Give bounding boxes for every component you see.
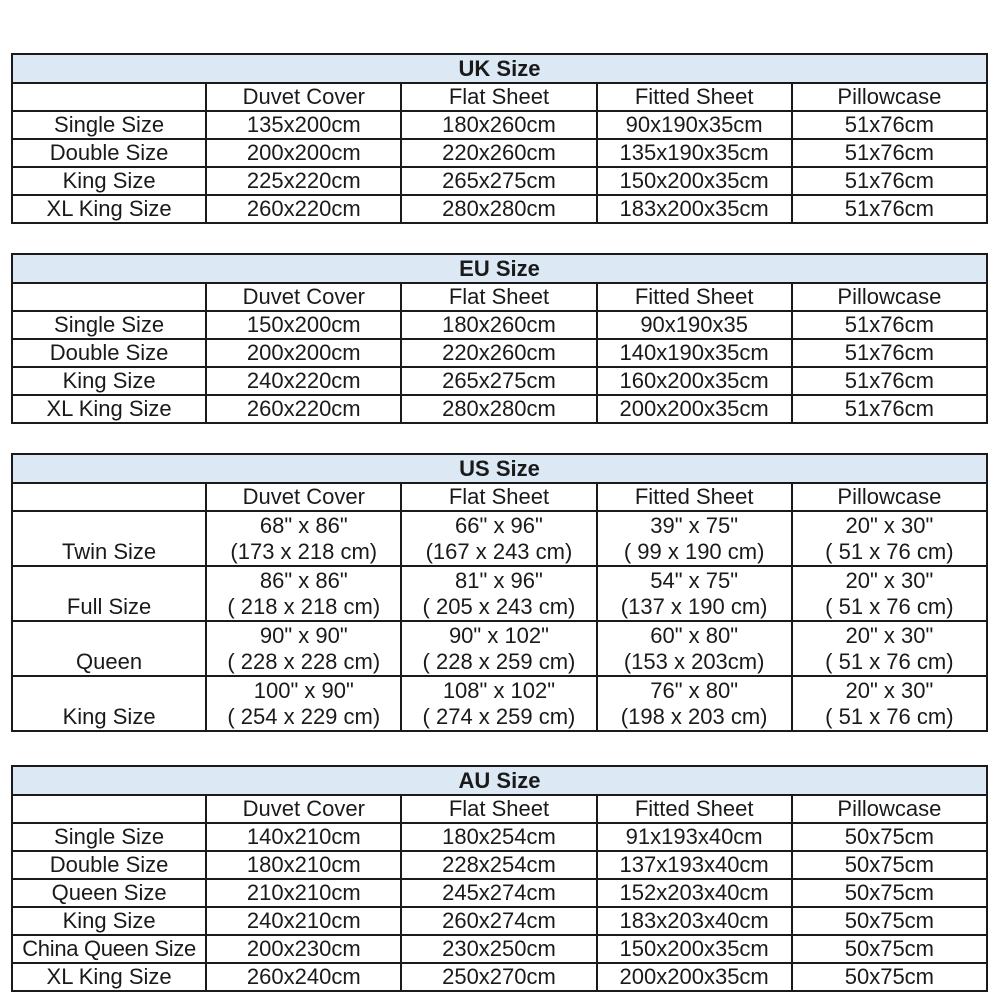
cell-pillowcase: 51x76cm [792, 139, 987, 167]
cm-value: ( 51 x 76 cm) [825, 538, 954, 564]
cell-pillowcase [792, 676, 987, 731]
cell-fitted-sheet: 137x193x40cm [597, 851, 792, 879]
cell-fitted-sheet [597, 621, 792, 676]
header-duvet-cover: Duvet Cover [206, 83, 401, 111]
header-flat-sheet: Flat Sheet [401, 83, 596, 111]
cm-value: ( 51 x 76 cm) [825, 593, 954, 619]
table-row [12, 621, 987, 676]
table-row [12, 676, 987, 731]
inch-value: 20" x 30" [845, 567, 934, 593]
header-fitted-sheet: Fitted Sheet [597, 283, 792, 311]
cell-flat-sheet: 260x274cm [401, 907, 596, 935]
header-flat-sheet: Flat Sheet [401, 483, 596, 511]
cm-value: (153 x 203cm) [623, 648, 765, 674]
cell-pillowcase: 51x76cm [792, 167, 987, 195]
inch-value: 81" x 96" [455, 567, 543, 593]
cell-fitted-sheet: 90x190x35 [597, 311, 792, 339]
uk-size-title: UK Size [12, 54, 987, 83]
us-size-title: US Size [12, 454, 987, 483]
row-label: Queen [12, 621, 206, 676]
inch-value: 39" x 75" [650, 512, 739, 538]
row-label: Double Size [12, 851, 206, 879]
row-label: King Size [12, 907, 206, 935]
cell-pillowcase: 51x76cm [792, 339, 987, 367]
table-row [12, 511, 987, 566]
cell-fitted-sheet: 91x193x40cm [597, 823, 792, 851]
cell-duvet-cover: 260x240cm [206, 963, 401, 991]
cm-value: ( 274 x 259 cm) [422, 703, 576, 729]
cell-fitted-sheet: 135x190x35cm [597, 139, 792, 167]
row-label: King Size [12, 676, 206, 731]
inch-value: 20" x 30" [845, 622, 934, 648]
cell-fitted-sheet [597, 566, 792, 621]
cell-fitted-sheet: 152x203x40cm [597, 879, 792, 907]
header-duvet-cover: Duvet Cover [206, 483, 401, 511]
cell-pillowcase: 50x75cm [792, 907, 987, 935]
cell-pillowcase: 50x75cm [792, 823, 987, 851]
table-row [12, 195, 987, 223]
au-header-row [12, 795, 987, 823]
row-label: Double Size [12, 339, 206, 367]
cell-flat-sheet: 220x260cm [401, 139, 596, 167]
header-fitted-sheet: Fitted Sheet [597, 483, 792, 511]
cell-fitted-sheet [597, 511, 792, 566]
header-fitted-sheet: Fitted Sheet [597, 83, 792, 111]
header-blank [12, 283, 206, 311]
table-row [12, 367, 987, 395]
cell-duvet-cover: 240x220cm [206, 367, 401, 395]
cell-pillowcase: 51x76cm [792, 111, 987, 139]
cm-value: (198 x 203 cm) [620, 703, 768, 729]
uk-header-row [12, 83, 987, 111]
cell-duvet-cover: 200x200cm [206, 139, 401, 167]
cell-duvet-cover [206, 566, 401, 621]
table-row [12, 311, 987, 339]
inch-value: 20" x 30" [845, 677, 934, 703]
cell-duvet-cover: 135x200cm [206, 111, 401, 139]
row-label: XL King Size [12, 195, 206, 223]
table-row [12, 907, 987, 935]
eu-header-row [12, 283, 987, 311]
cell-flat-sheet: 265x275cm [401, 367, 596, 395]
inch-value: 60" x 80" [650, 622, 739, 648]
cm-value: ( 254 x 229 cm) [227, 703, 381, 729]
table-row [12, 879, 987, 907]
cell-duvet-cover: 260x220cm [206, 195, 401, 223]
cell-flat-sheet: 245x274cm [401, 879, 596, 907]
cell-fitted-sheet: 150x200x35cm [597, 167, 792, 195]
cell-duvet-cover [206, 621, 401, 676]
eu-size-title: EU Size [12, 254, 987, 283]
cell-pillowcase: 50x75cm [792, 935, 987, 963]
cell-flat-sheet: 180x260cm [401, 311, 596, 339]
cm-value: ( 51 x 76 cm) [825, 648, 954, 674]
cell-duvet-cover: 240x210cm [206, 907, 401, 935]
cm-value: ( 51 x 76 cm) [825, 703, 954, 729]
table-row [12, 139, 987, 167]
cm-value: ( 218 x 218 cm) [227, 593, 381, 619]
cell-duvet-cover: 260x220cm [206, 395, 401, 423]
us-header-row [12, 483, 987, 511]
header-flat-sheet: Flat Sheet [401, 283, 596, 311]
cell-fitted-sheet: 160x200x35cm [597, 367, 792, 395]
cell-flat-sheet [401, 566, 596, 621]
inch-value: 108" x 102" [442, 677, 556, 703]
cell-flat-sheet [401, 621, 596, 676]
cell-fitted-sheet: 183x200x35cm [597, 195, 792, 223]
row-label: Single Size [12, 311, 206, 339]
header-blank [12, 795, 206, 823]
cell-duvet-cover: 150x200cm [206, 311, 401, 339]
cell-fitted-sheet: 140x190x35cm [597, 339, 792, 367]
cell-pillowcase: 50x75cm [792, 963, 987, 991]
cell-pillowcase: 50x75cm [792, 879, 987, 907]
row-label: XL King Size [12, 963, 206, 991]
cell-pillowcase: 51x76cm [792, 195, 987, 223]
header-duvet-cover: Duvet Cover [206, 283, 401, 311]
table-row [12, 111, 987, 139]
cell-fitted-sheet: 183x203x40cm [597, 907, 792, 935]
cell-pillowcase: 51x76cm [792, 395, 987, 423]
cell-pillowcase [792, 621, 987, 676]
cell-duvet-cover: 140x210cm [206, 823, 401, 851]
cell-duvet-cover: 200x230cm [206, 935, 401, 963]
header-blank [12, 483, 206, 511]
inch-value: 90" x 90" [259, 622, 348, 648]
header-pillowcase: Pillowcase [792, 795, 987, 823]
row-label: China Queen Size [12, 935, 206, 963]
inch-value: 86" x 86" [259, 567, 348, 593]
cm-value: ( 99 x 190 cm) [623, 538, 765, 564]
cell-pillowcase: 51x76cm [792, 367, 987, 395]
cell-fitted-sheet [597, 676, 792, 731]
cell-fitted-sheet: 200x200x35cm [597, 395, 792, 423]
table-row [12, 851, 987, 879]
cell-flat-sheet: 280x280cm [401, 195, 596, 223]
cell-flat-sheet: 280x280cm [401, 395, 596, 423]
inch-value: 66" x 96" [455, 512, 543, 538]
inch-value: 76" x 80" [650, 677, 739, 703]
cell-flat-sheet: 228x254cm [401, 851, 596, 879]
cell-pillowcase: 51x76cm [792, 311, 987, 339]
cell-duvet-cover: 225x220cm [206, 167, 401, 195]
inch-value: 20" x 30" [845, 512, 934, 538]
cell-pillowcase [792, 566, 987, 621]
row-label: Double Size [12, 139, 206, 167]
header-duvet-cover: Duvet Cover [206, 795, 401, 823]
inch-value: 68" x 86" [259, 512, 348, 538]
header-pillowcase: Pillowcase [792, 483, 987, 511]
cell-fitted-sheet: 200x200x35cm [597, 963, 792, 991]
table-row [12, 935, 987, 963]
uk-size-table [11, 53, 988, 224]
header-flat-sheet: Flat Sheet [401, 795, 596, 823]
cell-flat-sheet: 180x254cm [401, 823, 596, 851]
cell-pillowcase [792, 511, 987, 566]
table-row [12, 566, 987, 621]
cell-flat-sheet [401, 676, 596, 731]
cell-duvet-cover [206, 511, 401, 566]
row-label: XL King Size [12, 395, 206, 423]
row-label: Single Size [12, 823, 206, 851]
cell-duvet-cover: 180x210cm [206, 851, 401, 879]
cm-value: (173 x 218 cm) [230, 538, 378, 564]
table-row [12, 339, 987, 367]
au-size-title: AU Size [12, 766, 987, 795]
cm-value: ( 228 x 259 cm) [422, 648, 576, 674]
cell-duvet-cover: 200x200cm [206, 339, 401, 367]
cell-duvet-cover: 210x210cm [206, 879, 401, 907]
table-row [12, 167, 987, 195]
cell-duvet-cover [206, 676, 401, 731]
row-label: Queen Size [12, 879, 206, 907]
header-fitted-sheet: Fitted Sheet [597, 795, 792, 823]
cm-value: (137 x 190 cm) [620, 593, 768, 619]
cell-flat-sheet: 230x250cm [401, 935, 596, 963]
cm-value: ( 205 x 243 cm) [422, 593, 576, 619]
cell-fitted-sheet: 90x190x35cm [597, 111, 792, 139]
inch-value: 100" x 90" [253, 677, 354, 703]
eu-size-table [11, 253, 988, 424]
table-row [12, 823, 987, 851]
row-label: King Size [12, 167, 206, 195]
cell-flat-sheet: 220x260cm [401, 339, 596, 367]
cell-pillowcase: 50x75cm [792, 851, 987, 879]
au-size-table [11, 765, 988, 992]
row-label: King Size [12, 367, 206, 395]
row-label: Single Size [12, 111, 206, 139]
us-size-table [11, 453, 988, 732]
cell-flat-sheet [401, 511, 596, 566]
cell-flat-sheet: 180x260cm [401, 111, 596, 139]
header-pillowcase: Pillowcase [792, 83, 987, 111]
row-label: Twin Size [12, 511, 206, 566]
cell-fitted-sheet: 150x200x35cm [597, 935, 792, 963]
inch-value: 90" x 102" [448, 622, 549, 648]
header-pillowcase: Pillowcase [792, 283, 987, 311]
row-label: Full Size [12, 566, 206, 621]
table-row [12, 395, 987, 423]
header-blank [12, 83, 206, 111]
cm-value: (167 x 243 cm) [425, 538, 573, 564]
cm-value: ( 228 x 228 cm) [227, 648, 381, 674]
table-row [12, 963, 987, 991]
cell-flat-sheet: 250x270cm [401, 963, 596, 991]
inch-value: 54" x 75" [650, 567, 739, 593]
cell-flat-sheet: 265x275cm [401, 167, 596, 195]
